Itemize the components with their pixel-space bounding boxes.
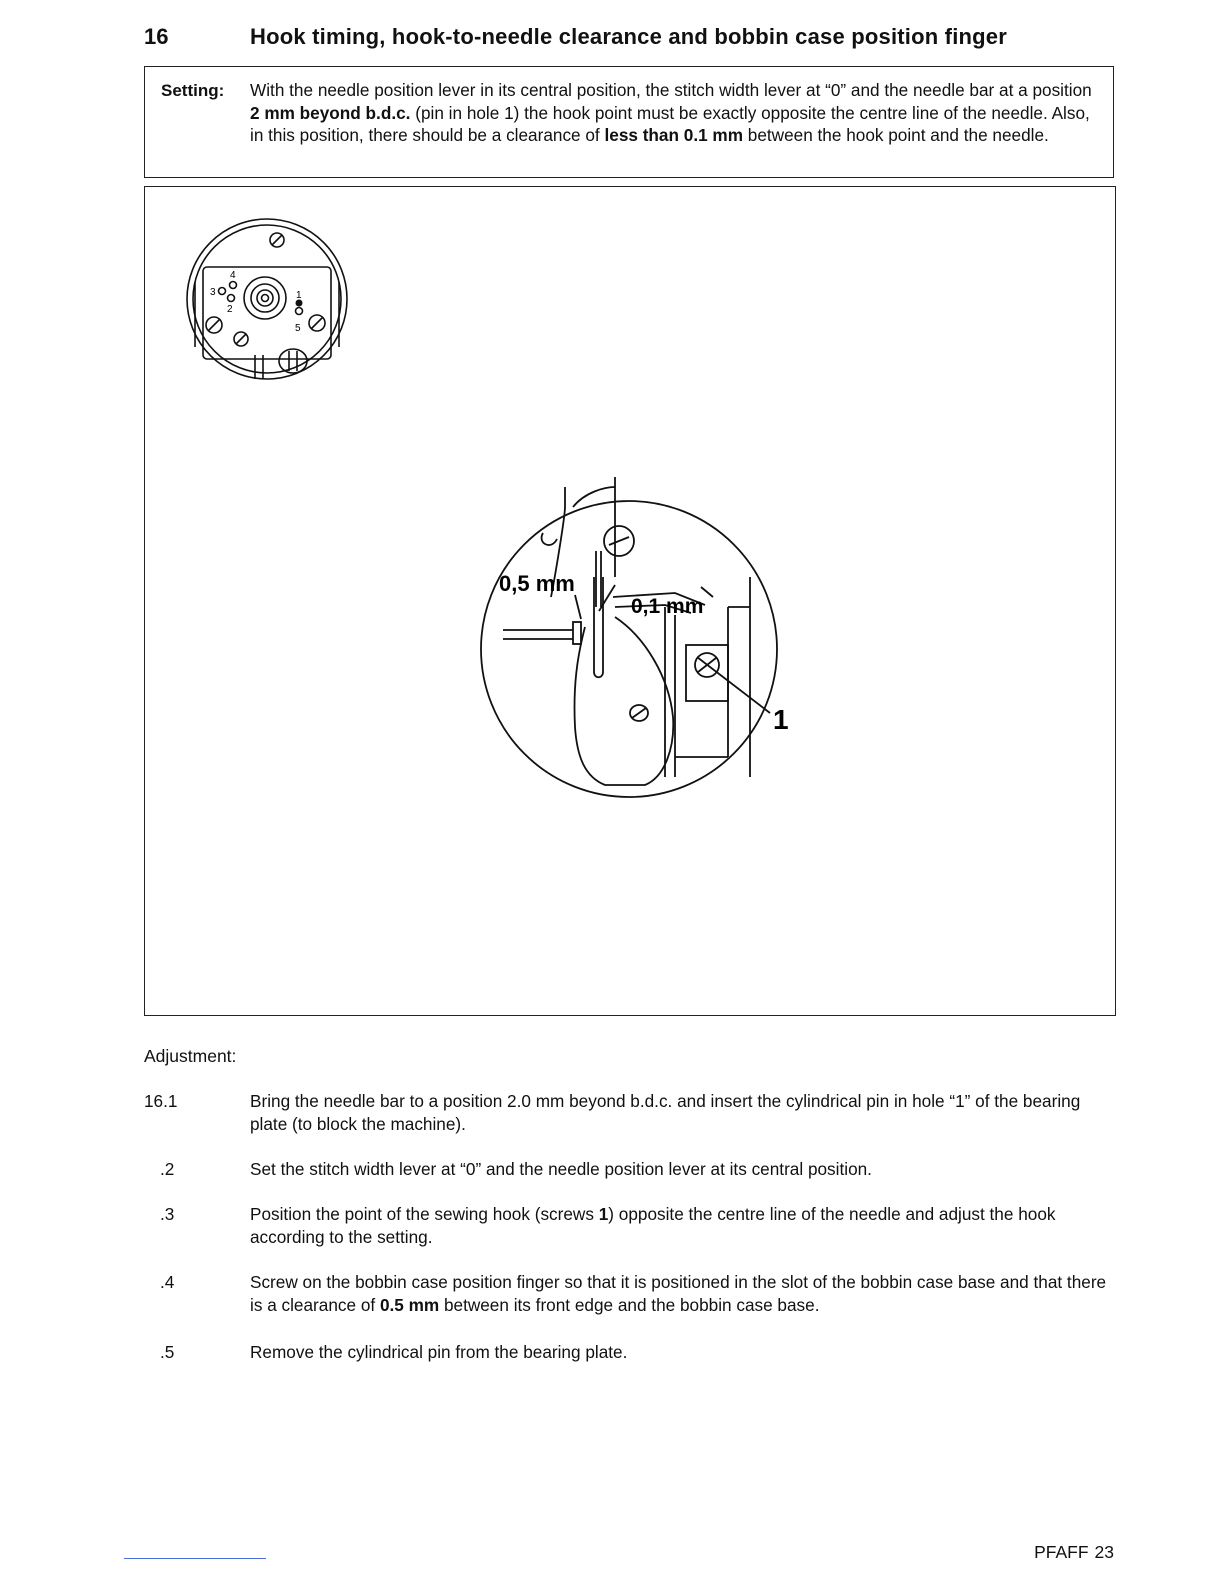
plate-hole-label: 3	[210, 287, 216, 298]
callout-hook-gap: 0,1 mm	[631, 595, 704, 618]
hook-illustration	[145, 187, 1117, 1017]
page-number: 23	[1094, 1542, 1114, 1562]
hook-detail-drawing	[481, 477, 777, 797]
page-header	[144, 24, 1116, 58]
plate-hole-label: 1	[296, 290, 302, 301]
step-bold: 0.5 mm	[379, 1295, 440, 1315]
step-number: .5	[160, 1342, 175, 1362]
plate-hole-label: 5	[295, 323, 301, 334]
setting-bold-position: 2 mm beyond b.d.c.	[250, 102, 411, 123]
plate-hole-label: 4	[230, 270, 236, 281]
step-text: Bring the needle bar to a position 2.0 mm beyond b.d.c. and insert the cylindrical pin in hole “1” of the bearing plate (to block the machine).	[250, 1091, 1081, 1134]
step-text-part: Position the point of the sewing hook (screws	[250, 1204, 599, 1224]
step-text: Set the stitch width lever at “0” and the needle position lever at its central position.	[250, 1159, 872, 1179]
step-number: 16.1	[144, 1091, 178, 1111]
adjustment-heading: Adjustment:	[144, 1046, 237, 1066]
callout-finger-gap: 0,5 mm	[499, 571, 575, 596]
setting-text-part: between the hook point and the needle.	[743, 125, 1049, 145]
setting-box	[144, 66, 1114, 178]
step-text	[250, 1271, 1119, 1317]
step-bold: 1	[598, 1204, 609, 1224]
section-number: 16	[144, 24, 169, 49]
step-text	[250, 1203, 1119, 1249]
setting-text-part: (pin in hole 1) the hook point must be exactly opposite the centre line of the needle. Also, in this position, there should be a clearance of	[250, 102, 1090, 145]
setting-text-part: With the needle position lever in its central position, the stitch width lever at “0” and the needle bar at a position	[250, 80, 1092, 100]
setting-label: Setting:	[161, 81, 225, 100]
bearing-plate-drawing	[187, 219, 347, 379]
step-text: Remove the cylindrical pin from the bearing plate.	[250, 1342, 628, 1362]
step-number: .2	[160, 1159, 175, 1179]
setting-bold-clearance: less than 0.1 mm	[604, 125, 743, 145]
footer-brand: PFAFF	[1034, 1542, 1089, 1562]
footer-divider	[124, 1558, 266, 1559]
callout-screw-1: 1	[773, 704, 789, 735]
step-number: .3	[160, 1204, 175, 1224]
page-footer	[1034, 1542, 1114, 1563]
setting-text	[250, 79, 1098, 147]
figure-box	[144, 186, 1116, 1016]
step-text-part: between its front edge and the bobbin case base.	[439, 1295, 820, 1315]
step-text-part: ) opposite the centre line of the needle and adjust the hook according to the setting.	[250, 1204, 1056, 1247]
step-number: .4	[160, 1272, 175, 1292]
plate-hole-label: 2	[227, 304, 233, 315]
step-text-part: Screw on the bobbin case position finger so that it is positioned in the slot of the bobbin case base and that there is a clearance of	[250, 1272, 1107, 1315]
page-title: Hook timing, hook-to-needle clearance and bobbin case position finger	[250, 24, 1007, 49]
